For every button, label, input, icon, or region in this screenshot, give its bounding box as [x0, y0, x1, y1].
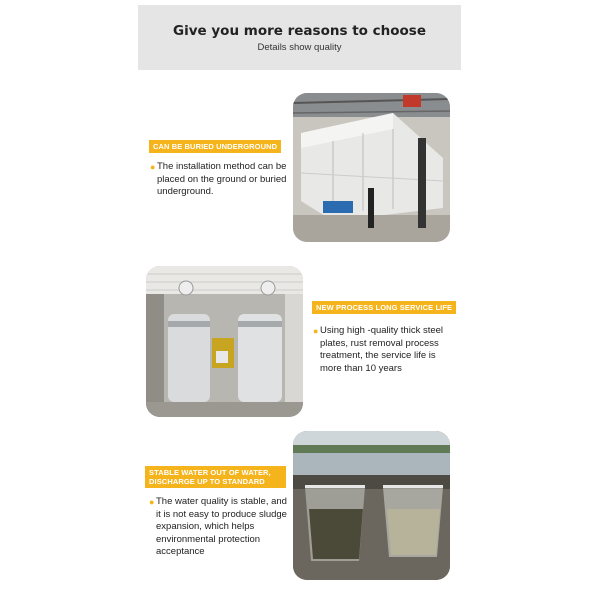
feature-description-service-life: ● Using high -quality thick steel plates, rust removal process treatment, the service life is more than 10 years: [313, 325, 444, 374]
bullet-icon: ●: [150, 162, 156, 172]
feature-description-water-quality: ● The water quality is stable, and it is not easy to produce sludge expansion, which helps environmental protection acceptance: [149, 496, 287, 557]
feature-badge-water-quality: STABLE WATER OUT OF WATER, DISCHARGE UP TO STANDARD: [145, 466, 286, 488]
section-header: [138, 5, 461, 70]
feature-badge-underground: CAN BE BURIED UNDERGROUND: [149, 140, 281, 153]
factory-equipment-photo: [293, 93, 450, 242]
water-sample-beakers-photo: [293, 431, 450, 580]
page-title: Give you more reasons to choose: [173, 23, 426, 39]
bullet-icon: ●: [313, 326, 319, 336]
bullet-icon: ●: [149, 497, 155, 507]
filter-tanks-photo: [146, 266, 303, 417]
feature-badge-service-life: NEW PROCESS LONG SERVICE LIFE: [312, 301, 456, 314]
page-subtitle: Details show quality: [257, 42, 342, 53]
feature-description-underground: ● The installation method can be placed on the ground or buried underground.: [150, 161, 287, 197]
